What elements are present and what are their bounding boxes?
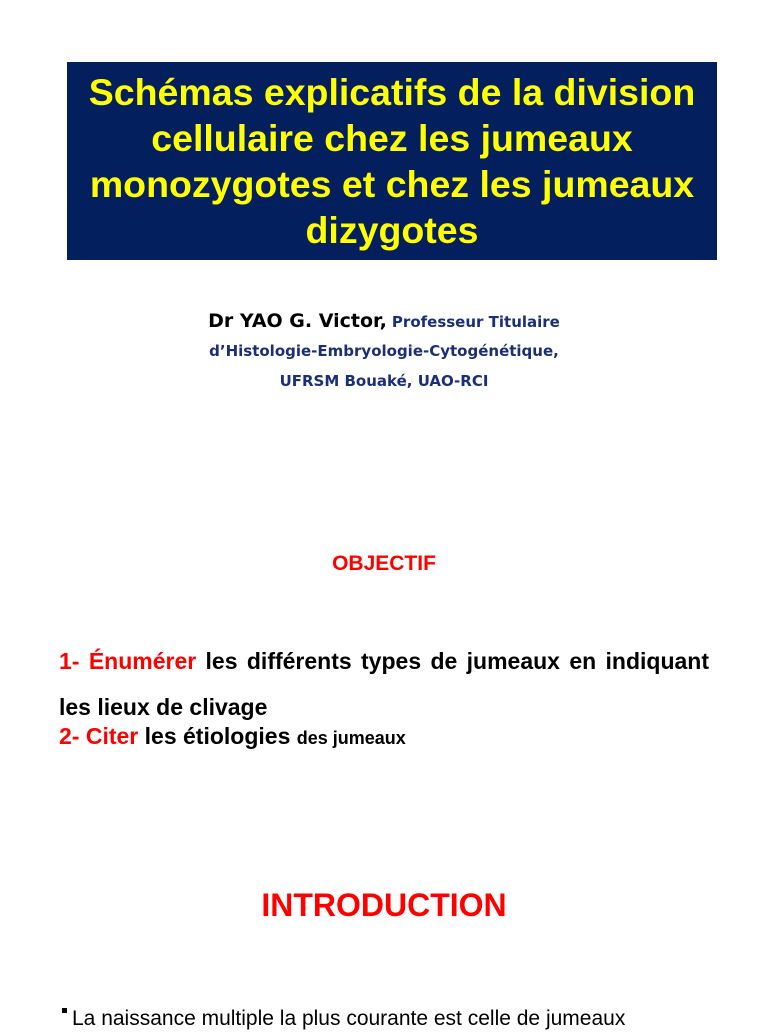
author-title-1: Professeur Titulaire (391, 313, 560, 331)
title-banner (67, 62, 717, 260)
author-line-3 (0, 366, 768, 396)
objective-1-text: les différents types de jumeaux en indiquant les lieux de clivage (59, 648, 709, 720)
objective-2-text-small: des jumeaux (296, 728, 406, 748)
author-block (0, 306, 768, 396)
introduction-bullet-text: La naissance multiple la plus courante est celle de jumeaux (72, 1007, 626, 1030)
introduction-bullet (62, 1004, 742, 1034)
author-line-1 (0, 306, 768, 336)
objective-item-1 (59, 638, 709, 730)
introduction-heading: INTRODUCTION (261, 887, 507, 923)
author-name: Dr YAO G. Victor, (208, 310, 387, 332)
objective-1-verb: Énumérer (88, 648, 197, 674)
author-affiliation: UFRSM Bouaké, UAO-RCI (279, 372, 489, 390)
author-title-2: d’Histologie-Embryologie-Cytogénétique, (209, 342, 559, 360)
objectif-heading: OBJECTIF (332, 552, 436, 575)
objective-1-number: 1- (59, 648, 80, 674)
page-title: Schémas explicatifs de la division cellulaire chez les jumeaux monozygotes et chez les jumeaux dizygotes (88, 71, 696, 251)
objective-2-verb: Citer (85, 723, 139, 749)
objective-2-text: les étiologies (144, 723, 291, 749)
objective-item-2 (59, 720, 709, 754)
square-bullet-icon (62, 1008, 67, 1013)
author-line-2 (0, 336, 768, 366)
objective-2-number: 2- (59, 723, 80, 749)
